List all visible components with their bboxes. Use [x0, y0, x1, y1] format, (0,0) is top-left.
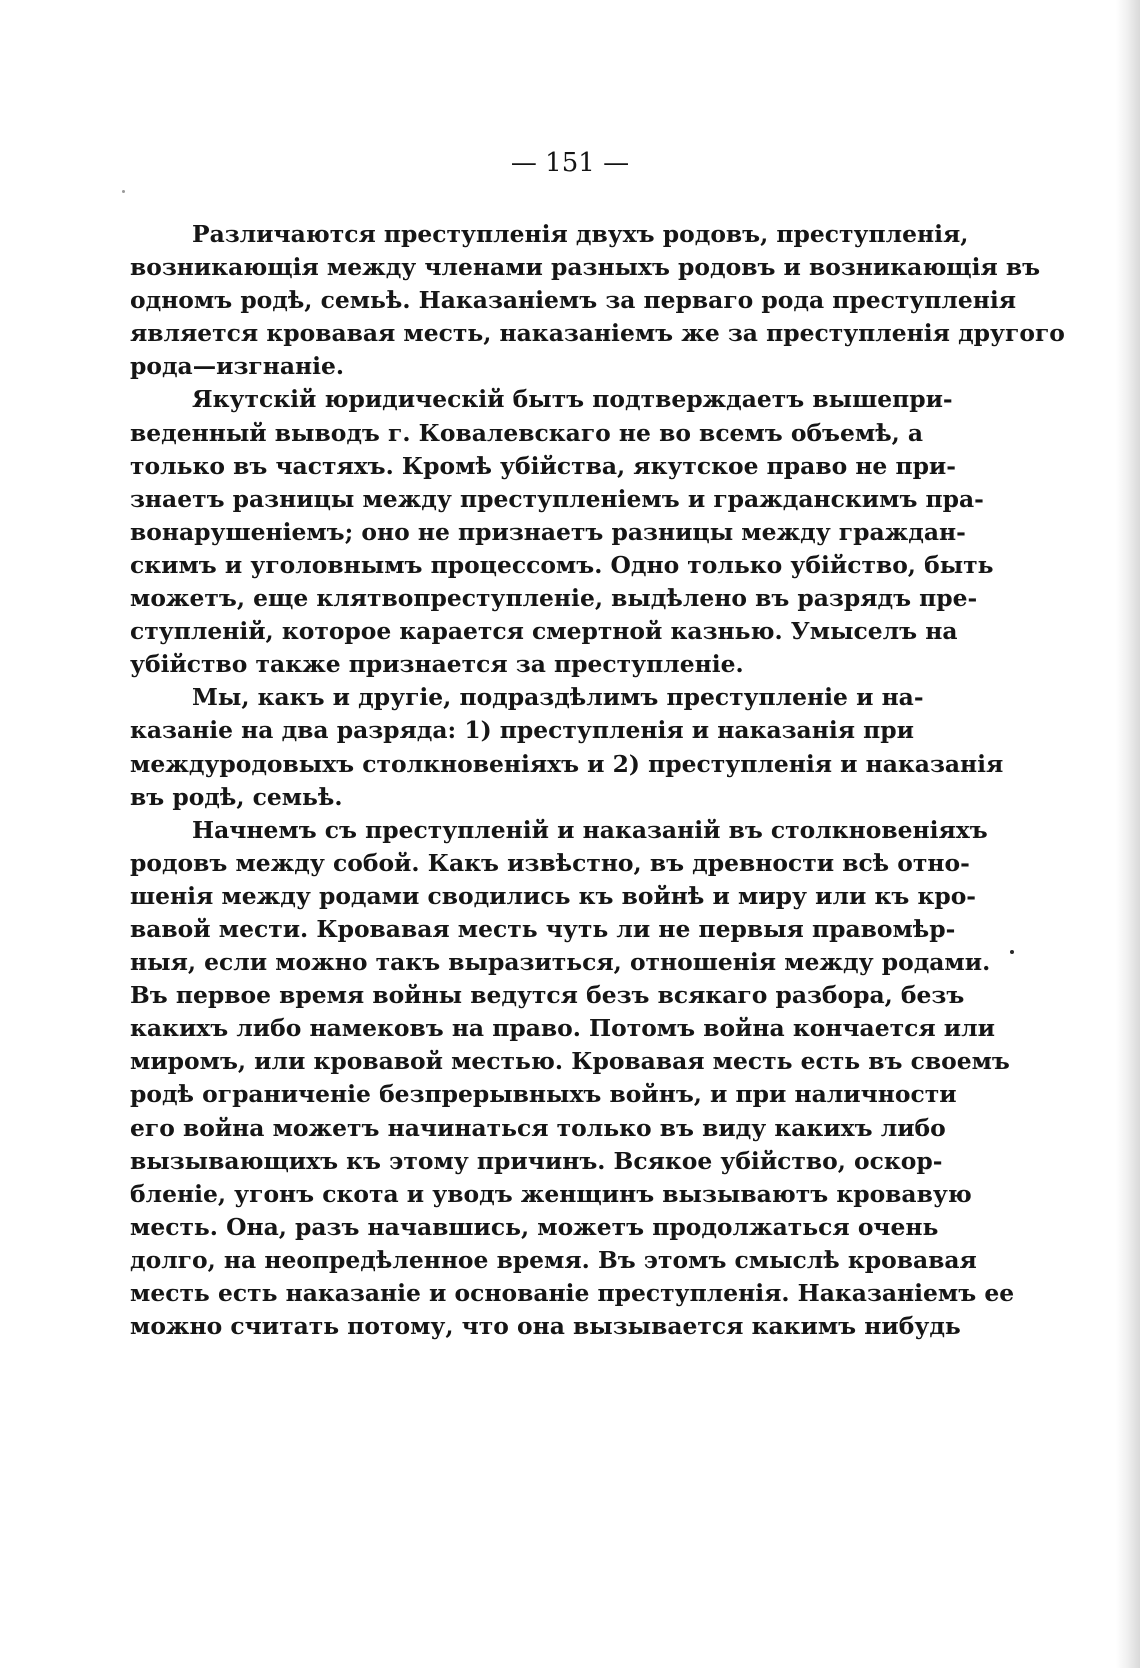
text-line: Мы, какъ и другіе, подраздѣлимъ преступленіе и на-: [192, 683, 924, 712]
text-line: казаніе на два разряда: 1) преступленія и наказанія при: [130, 716, 914, 745]
text-line: вызывающихъ къ этому причинъ. Всякое убійство, оскор-: [130, 1146, 943, 1175]
text-line: только въ частяхъ. Кромѣ убійства, якутское право не при-: [130, 451, 956, 480]
text-line: убійство также признается за преступленіе.: [130, 650, 744, 679]
text-line: родовъ между собой. Какъ извѣстно, въ древности всѣ отно-: [130, 848, 970, 877]
page-number: — 151 —: [510, 148, 630, 178]
text-line: какихъ либо намековъ на право. Потомъ война кончается или: [130, 1014, 995, 1043]
text-line: въ родѣ, семьѣ.: [130, 782, 343, 811]
text-line: веденный выводъ г. Ковалевскаго не во всемъ объемѣ, а: [130, 418, 924, 447]
text-line: скимъ и уголовнымъ процессомъ. Одно только убійство, быть: [130, 550, 994, 579]
text-line: долго, на неопредѣленное время. Въ этомъ смыслѣ кровавая: [130, 1245, 977, 1274]
text-line: вонарушеніемъ; оно не признаетъ разницы между граждан-: [130, 517, 966, 546]
scan-speck: [122, 190, 125, 193]
text-line: можетъ, еще клятвопреступленіе, выдѣлено въ разрядъ пре-: [130, 584, 978, 613]
text-line: Различаются преступленія двухъ родовъ, преступленія,: [192, 220, 969, 248]
text-line: возникающія между членами разныхъ родовъ и возникающія въ: [130, 253, 1041, 282]
text-line: родѣ ограниченіе безпрерывныхъ войнъ, и при наличности: [130, 1080, 957, 1109]
text-line: междуродовыхъ столкновеніяхъ и 2) преступленія и наказанія: [130, 749, 1004, 778]
scan-speck: [1010, 950, 1014, 954]
text-line: ныя, если можно такъ выразиться, отношенія между родами.: [130, 948, 991, 977]
text-line: Въ первое время войны ведутся безъ всякаго разбора, безъ: [130, 981, 965, 1010]
text-line: знаетъ разницы между преступленіемъ и гражданскимъ пра-: [130, 484, 984, 513]
text-line: Начнемъ съ преступленій и наказаній въ столкновеніяхъ: [192, 815, 988, 844]
body-text: [130, 218, 1065, 1343]
text-line: одномъ родѣ, семьѣ. Наказаніемъ за перваго рода преступленія: [130, 286, 1017, 315]
text-line: бленіе, угонъ скота и уводъ женщинъ вызываютъ кровавую: [130, 1179, 972, 1208]
text-line: его война можетъ начинаться только въ виду какихъ либо: [130, 1113, 946, 1142]
text-line: месть. Она, разъ начавшись, можетъ продолжаться очень: [130, 1212, 939, 1241]
text-line: Якутскій юридическій бытъ подтверждаетъ вышепри-: [192, 385, 953, 414]
text-line: можно считать потому, что она вызывается какимъ нибудь: [130, 1312, 961, 1341]
text-line: миромъ, или кровавой местью. Кровавая месть есть въ своемъ: [130, 1047, 1010, 1076]
text-line: ступленій, которое карается смертной казнью. Умыселъ на: [130, 617, 958, 646]
text-line: шенія между родами сводились къ войнѣ и миру или къ кро-: [130, 881, 977, 910]
page-edge-shadow: [1116, 0, 1140, 1668]
text-line: является кровавая месть, наказаніемъ же за преступленія другого: [130, 319, 1065, 348]
text-line: рода—изгнаніе.: [130, 352, 345, 381]
text-line: месть есть наказаніе и основаніе преступленія. Наказаніемъ ее: [130, 1279, 1015, 1307]
text-line: вавой мести. Кровавая месть чуть ли не первыя правомѣр-: [130, 914, 956, 943]
